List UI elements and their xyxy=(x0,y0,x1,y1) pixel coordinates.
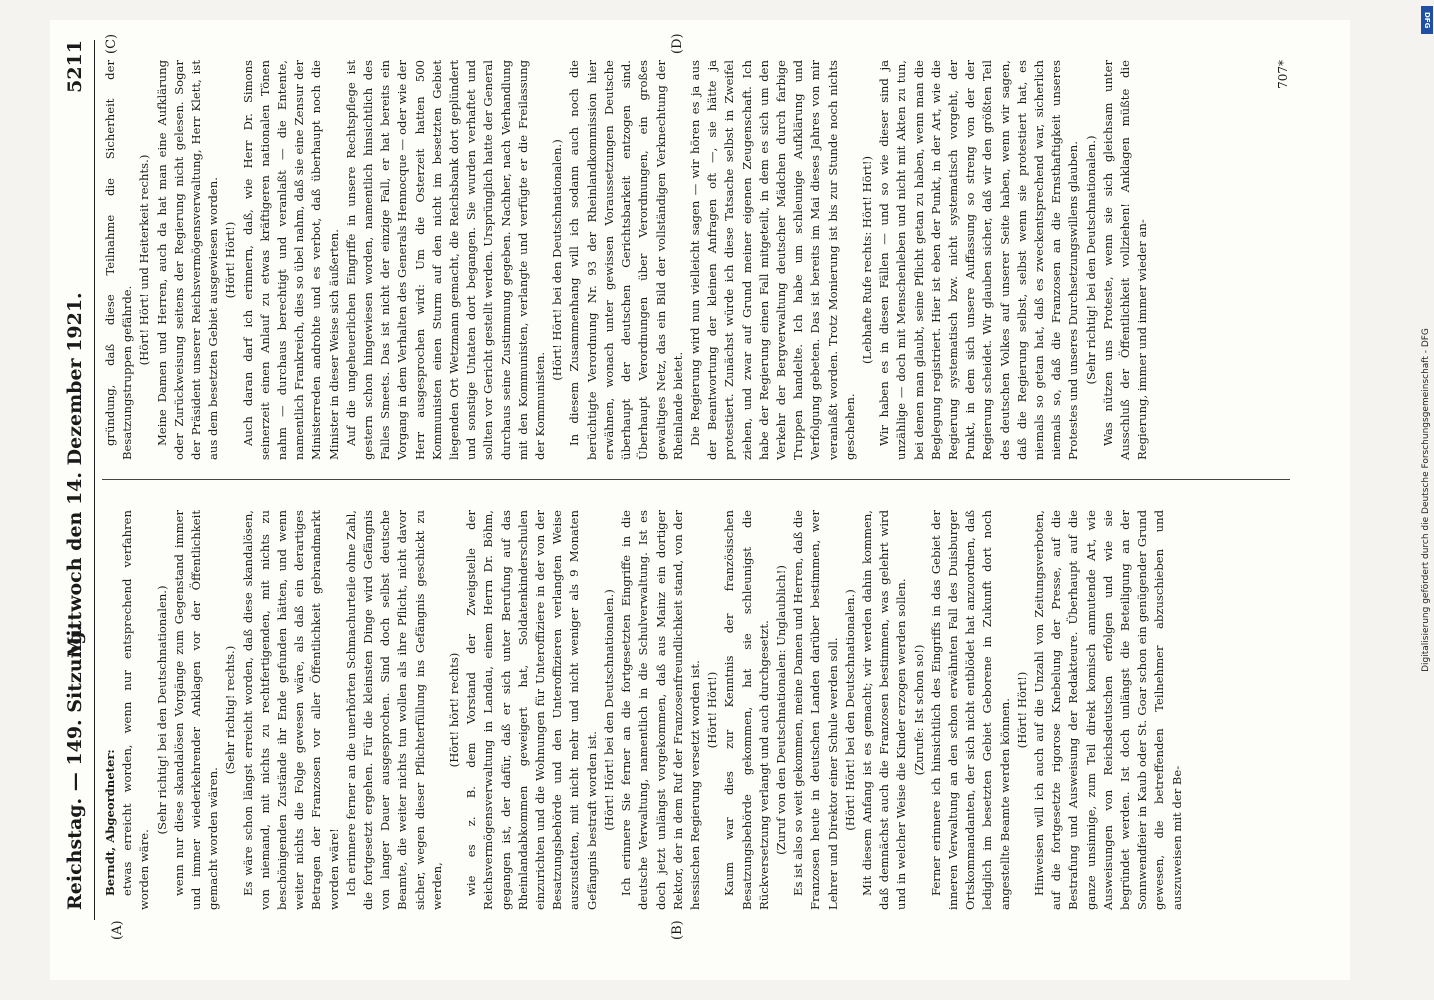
paragraph: Ich erinnere Sie ferner an die fortgesetzten Eingriffe in die deutsche Verwaltung, namentlich in die Schulverwaltung. Ist es doch jetzt unlängst vorgekommen, daß aus Mainz ein dortiger Rektor, der in dem Ruf der Franzosenfreundlichkeit stand, von der hessischen Regierung versetzt worden ist. xyxy=(619,510,702,910)
paragraph: (Sehr richtig! rechts.) xyxy=(223,645,238,775)
paragraph: gründung, daß diese Teilnahme die Sicherheit der Besatzungstruppen gefährde. xyxy=(103,60,135,460)
paragraph: (Lebhafte Rufe rechts: Hört! Hört!) xyxy=(859,155,874,365)
column-divider xyxy=(102,479,1290,480)
paragraph: Ferner erinnere ich hinsichtlich des Eingriffs in das Gebiet der inneren Verwaltung an den schon erwähnten Fall des Duisburger Ortskommandanten, der sich nicht entblödet hat anzuordnen, daß lediglich im besetzten Gebiet Geborene in Zukunft dort noch angestellte Beamte werden können. xyxy=(928,510,1012,910)
paragraph: (Hört! Hört! und Heiterkeit rechts.) xyxy=(137,154,152,366)
paragraph: (Zuruf von den Deutschnationalen: Unglaublich!) xyxy=(773,565,788,855)
header-left: Reichstag. — 149. Sitzung. xyxy=(64,624,86,910)
paragraph: (Hört! hört! rechts) xyxy=(447,652,462,768)
header-date: Mittwoch den 14. Dezember 1921. xyxy=(64,292,86,658)
margin-marker-a: (A) xyxy=(110,920,125,940)
page-number: 5211 xyxy=(64,40,86,93)
paragraph: etwas erreicht worden, wenn nur entsprechend verfahren worden wäre. xyxy=(120,510,152,910)
text-column-right xyxy=(102,60,1151,460)
paragraph: Auch daran darf ich erinnern, daß, wie Herr Dr. Simons seinerzeit einen Anlauf zu etwas kräftigeren nationalen Tönen nahm — durchaus berechtigt und veranlaßt — die Entente, namentlich Frankreich, dies so übel nahm, daß sie eine Zensur der Ministerreden androhte und es verbot, daß überhaupt noch die Minister in dieser Weise sich äußerten. xyxy=(240,60,341,460)
header-rule xyxy=(94,40,95,920)
dfg-logo: DFG xyxy=(1421,6,1433,34)
paragraph: (Zurufe: Ist schon so!) xyxy=(911,644,926,776)
paragraph: (Hört! Hört!) xyxy=(705,671,720,749)
signature-number: 707* xyxy=(1276,60,1290,89)
paragraph: (Sehr richtig! bei den Deutschnationalen.) xyxy=(154,585,169,835)
paragraph: wenn nur diese skandalösen Vorgänge zum Gegenstand immer und immer wiederkehrender Anklagen vor der Öffentlichkeit gemacht worden wären. xyxy=(171,510,221,910)
paragraph: Die Regierung wird nun vielleicht sagen — wir hören es ja aus der Beantwortung der kleinen Anfragen oft —, sie hätte ja protestiert. Zunächst würde ich diese Tatsache selbst in Zweifel ziehen, und zwar auf Grund meiner eigenen Zeugenschaft. Ich habe der Regierung einen Fall mitgeteilt, in dem es sich um den Verkehr der Bergverwaltung deutscher Mädchen durch farbige Truppen handelte. Ich habe um schleunige Aufklärung und Verfolgung gebeten. Das ist bereits im Mai dieses Jahres von mir veranlaßt worden. Trotz Monierung ist bis zur Stunde noch nichts geschehen. xyxy=(687,60,857,460)
paragraph: Es ist also so weit gekommen, meine Damen und Herren, daß die Franzosen heute in deutschen Landen darüber bestimmen, wer Lehrer und Direktor einer Schule werden soll. xyxy=(791,510,840,910)
paragraph: Berndt, Abgeordneter: xyxy=(103,749,117,896)
paragraph: Wir haben es in diesen Fällen — und so wie dieser sind ja unzählige — doch mit Menschenleben und nicht mit Akten zu tun, bei denen man glaubt, seine Pflicht getan zu haben, wenn man die Beglegung registriert. Hier ist eben der Punkt, in der Art, wie die Regierung systematisch bzw. nicht systematisch vorgeht, der Punkt, in dem sich unsere Auffassung so streng von der der Regierung scheidet. Wir glauben sicher, daß wir den größten Teil des deutschen Volkes auf unserer Seite haben, wenn wir sagen, daß die Regierung selbst, selbst wenn sie protestiert hat, es niemals so getan hat, daß es zweckentsprechend war, sicherlich niemals so, daß die Franzosen an die Ernsthaftigkeit unseres Protestes und unseres Durchsetzungswillens glauben. xyxy=(877,60,1081,460)
newspaper-page xyxy=(50,20,1350,980)
paragraph: (Sehr richtig! bei den Deutschnationalen.) xyxy=(1083,135,1098,385)
margin-marker-d: (D) xyxy=(670,33,685,54)
margin-marker-c: (C) xyxy=(104,33,119,54)
paragraph: (Hört! Hört!) xyxy=(223,221,238,299)
text-column-left xyxy=(102,510,1186,910)
paragraph: Kaum war dies zur Kenntnis der französischen Besatzungsbehörde gekommen, hat sie schleunigst die Rückversetzung verlangt und auch durchgesetzt. xyxy=(722,510,771,910)
paragraph: (Hört! Hört! bei den Deutschnationalen.) xyxy=(550,139,565,381)
paragraph: (Hört! Hört! bei den Deutschnationalen.) xyxy=(601,589,616,831)
paragraph: Hinweisen will ich auch auf die Unzahl von Zeitungsverboten, auf die fortgesetzte rigorose Knebelung der Presse, auf die Bestrafung und Ausweisung der Redakteure. Überhaupt auf die ganze unsinnige, zum Teil direkt komisch anmutende Art, wie Ausweisungen von Reichsdeutschen erfolgen und wie sie begründet werden. Ist doch unlängst die Beteiligung an der Sonnwendfeier in Kaub oder St. Goar schon ein genügender Grund gewesen, die betreffenden Teilnehmer abzuschieben und auszuweisen mit der Be- xyxy=(1031,510,1184,910)
paragraph: Mit diesem Anfang ist es gemacht; wir werden dahin kommen, daß demnächst auch die Franzosen bestimmen, was gelehrt wird und in welcher Weise die Kinder erzogen werden sollen. xyxy=(859,510,909,910)
paragraph: (Hört! Hört!) xyxy=(1014,671,1029,749)
credit-text: Digitalisierung gefördert durch die Deutsche Forschungsgemeinschaft - DFG xyxy=(1421,328,1431,672)
paragraph: Auf die ungeheuerlichen Eingriffe in unsere Rechtspflege ist gestern schon hingewiesen worden, namentlich hinsichtlich des Falles Smeets. Das ist nicht der einzige Fall, er hat bereits ein Vorgang in dem Verhalten des Generals Hennocque — oder wie der Herr ausgesprochen wird: Um die Osterzeit hatten 500 Kommunisten einen Sturm auf den nicht im besetzten Gebiet liegenden Ort Wetzmann gemacht, die Reichsbank dort geplündert und sonstige Untaten dort begangen. Sie wurden verhaftet und sollten vor Gericht gestellt werden. Ursprünglich hatte der General durchaus seine Zustimmung gegeben. Nachher, nach Verhandlung mit den Kommunisten, verlangte und verfügte er die Freilassung der Kommunisten. xyxy=(343,60,548,460)
margin-marker-b: (B) xyxy=(670,920,685,940)
paragraph: Was nützen uns Proteste, wenn sie sich gleichsam unter Ausschluß der Öffentlichkeit vollziehen! Anklagen müßte die Regierung, immer und immer wieder an- xyxy=(1100,60,1150,460)
paragraph: Es wäre schon längst erreicht worden, daß diese skandalösen, von niemand, mit nichts zu rechtfertigenden, mit nichts zu beschönigenden Zustände ihr Ende gefunden hätten, und wenn weiter nichts die Folge gewesen wäre, als daß ein derartiges Betragen der Franzosen vor aller Öffentlichkeit gebrandmarkt worden wäre! xyxy=(240,510,341,910)
paragraph: Ich erinnere ferner an die unerhörten Schmachurteile ohne Zahl, die fortgesetzt ergehen. Für die kleinsten Dinge wird Gefängnis von langer Dauer ausgesprochen. Sind doch selbst deutsche Beamte, die weiter nichts tun wollen als ihre Pflicht, nicht davor sicher, wegen dieser Pflichterfüllung ins Gefängnis geschickt zu werden, xyxy=(343,510,444,910)
paragraph: Meine Damen und Herren, auch da hat man eine Aufklärung oder Zurückweisung seitens der Regierung nicht gelesen. Sogar der Präsident unserer Reichsvermögensverwaltung, Herr Klett, ist aus dem besetzten Gebiet ausgewiesen worden. xyxy=(154,60,221,460)
paragraph: In diesem Zusammenhang will ich sodann auch noch die berüchtigte Verordnung Nr. 93 der Rheinlandkommission hier erwähnen, wonach unter gewissen Voraussetzungen Deutsche überhaupt der deutschen Gerichtsbarkeit entzogen sind. Überhaupt Verordnungen über Verordnungen, ein großes gewaltiges Netz, das ein Bild der vollständigen Verknechtung der Rheinlande bietet. xyxy=(567,60,685,460)
paragraph: (Hört! Hört! bei den Deutschnationalen.) xyxy=(842,589,857,831)
digitization-credit xyxy=(1418,10,1434,990)
paragraph: wie es z. B. dem Vorstand der Zweigstelle der Reichsvermögensverwaltung in Landau, einem Herrn Dr. Böhm, gegangen ist, der dafür, daß er sich unter Berufung auf das Rheinlandabkommen geweigert hat, Soldatenkinderschulen einzurichten und die Wohnungen für Unteroffiziere in der von der Besatzungsbehörde und den Unteroffizieren verlangten Weise auszustatten, mit nicht mehr und nicht weniger als 9 Monaten Gefängnis bestraft worden ist. xyxy=(464,510,599,910)
page-header xyxy=(64,40,92,910)
